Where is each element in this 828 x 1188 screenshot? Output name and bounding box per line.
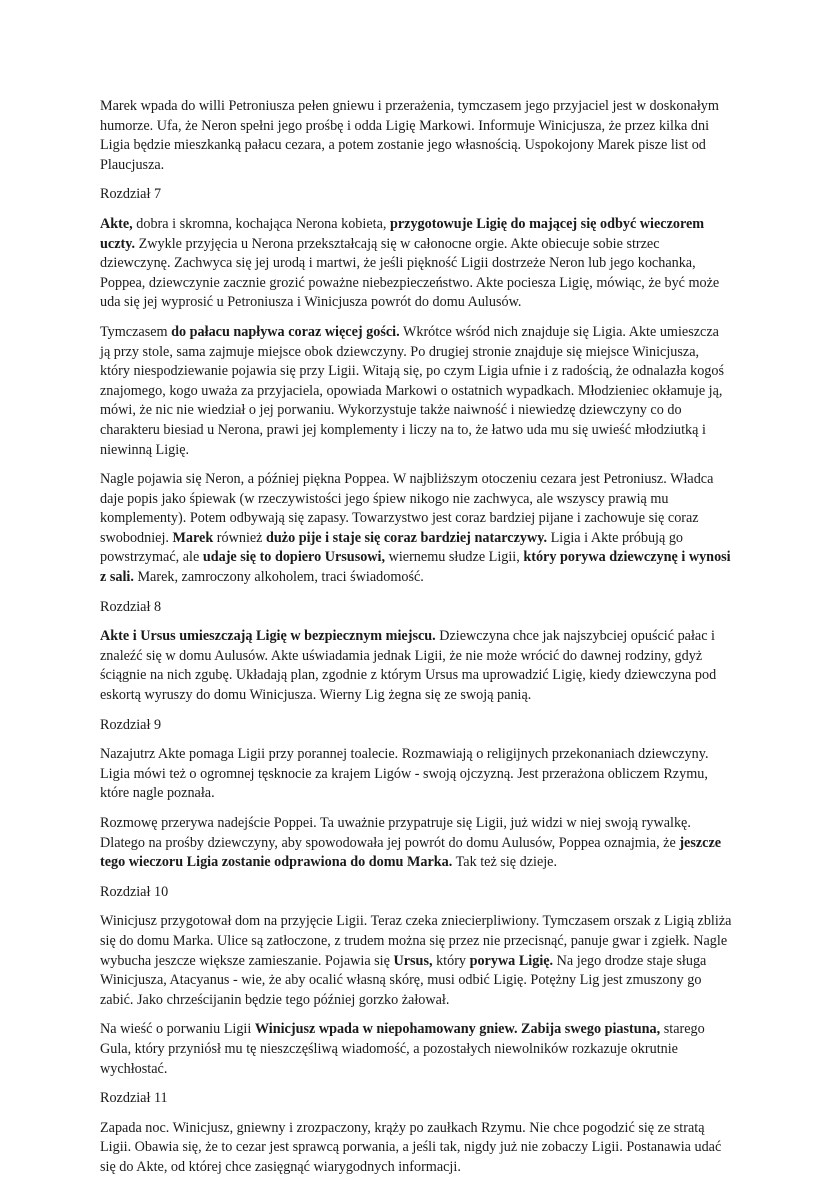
paragraph	[100, 627, 732, 705]
text-run: Rozdział 7	[100, 186, 162, 203]
bold-text: do pałacu napływa coraz więcej gości.	[171, 323, 400, 340]
chapter-heading	[100, 185, 732, 205]
text-run: Rozdział 8	[100, 598, 162, 615]
text-run: Tymczasem	[100, 323, 172, 340]
bold-text: przygotowuje Ligię do mającej się odbyć wieczorem uczty.	[100, 215, 705, 252]
text-run: Dziewczyna chce jak najszybciej opuścić pałac i znaleźć się w domu Aulusów. Akte uświadamia jednak Ligii, że nie może wrócić do dawnej rodziny, gdyż ściągnie na nich zgubę. Układają plan, zgodnie z którym Ursus ma uprowadzić Ligię, kiedy dziewczyna pod eskortą wyruszy do domu Winicjusza. Wierny Lig żegna się ze swoją panią.	[100, 628, 717, 704]
paragraph	[100, 215, 732, 313]
bold-text: Akte,	[100, 215, 133, 232]
text-run: Na wieść o porwaniu Ligii	[100, 1021, 255, 1038]
text-run: Zapada noc. Winicjusz, gniewny i zrozpaczony, krąży po zaułkach Rzymu. Nie chce pogodzić się ze stratą Ligii. Obawia się, że to cezar jest sprawcą porwania, a jeśli tak, nigdy już nie zobaczy Ligii. Postanawia udać się do Akte, od której chce zasięgnąć wiarygodnych informacji.	[100, 1119, 722, 1175]
bold-text: Akte i Ursus umieszczają Ligię w bezpiecznym miejscu.	[100, 628, 436, 645]
text-run: Tak też się dzieje.	[452, 854, 558, 871]
paragraph	[100, 912, 732, 1010]
text-run: Nagle pojawia się Neron, a później piękna Poppea. W najbliższym otoczeniu cezara jest Petroniusz. Władca daje popis jako śpiewak (w rzeczywistości jego śpiew nikogo nie zachwyca, ale wszyscy prawią mu komplementy). Potem odbywają się zapasy. Towarzystwo jest coraz bardziej pijane i zachowuje się coraz swobodniej.	[100, 471, 714, 546]
paragraph	[100, 323, 732, 460]
bold-text: Marek	[172, 529, 214, 546]
paragraph	[100, 1020, 732, 1079]
bold-text: Ursus,	[393, 952, 433, 969]
text-run: który	[432, 952, 470, 969]
text-run: Rozdział 9	[100, 716, 162, 733]
chapter-heading	[100, 883, 732, 903]
text-run: wiernemu słudze Ligii,	[385, 549, 524, 566]
text-run: Winicjusz przygotował dom na przyjęcie Ligii. Teraz czeka zniecierpliwiony. Tymczasem orszak z Ligią zbliża się do domu Marka. Ulice są zatłoczone, z trudem można się przez nie przecisnąć, panuje gwar i zgiełk. Nagle wybucha jeszcze większe zamieszanie. Pojawia się	[100, 913, 732, 969]
text-run: dobra i skromna, kochająca Nerona kobieta,	[132, 215, 390, 232]
text-run: Rozdział 11	[100, 1090, 168, 1107]
chapter-heading	[100, 1089, 732, 1109]
text-run: Ligia i Akte próbują go powstrzymać, ale	[100, 529, 684, 566]
text-run: Rozmowę przerywa nadejście Poppei. Ta uważnie przypatruje się Ligii, już widzi w niej swoją rywalkę. Dlatego na prośby dziewczyny, aby spowodowała jej powrót do domu Aulusów, Poppea oznajmia, że	[100, 815, 691, 851]
text-run: Nazajutrz Akte pomaga Ligii przy porannej toalecie. Rozmawiają o religijnych przekonaniach dziewczyny. Ligia mówi też o ogromnej tęsknocie za krajem Ligów - swoją ojczyzną. Jest przerażona obliczem Rzymu, które nagle poznała.	[100, 746, 709, 802]
bold-text: Winicjusz wpada w niepohamowany gniew. Zabija swego piastuna,	[254, 1021, 661, 1038]
text-run: Rozdział 10	[100, 883, 169, 900]
document-page	[100, 97, 732, 1188]
text-run: Zwykle przyjęcia u Nerona przekształcają się w całonocne orgie. Akte obiecuje sobie strzec dziewczynę. Zachwyca się jej urodą i martwi, że jeśli piękność Ligii dostrzeże Neron lub jego kochanka, Poppea, dziewczynie zacznie grozić poważne niebezpieczeństwo. Akte pociesza Ligię, mówiąc, że być może uda się jej wyprosić u Petroniusza i Winicjusza powrót do domu Aulusów.	[100, 235, 720, 311]
text-run: Wkrótce wśród nich znajduje się Ligia. Akte umieszcza ją przy stole, sama zajmuje miejsce obok dziewczyny. Po drugiej stronie znajduje się miejsce Winicjusza, który niespodziewanie pojawia się przy Ligii. Witają się, po czym Ligia ufnie i z radością, że odnalazła kogoś znajomego, kogo uważa za przyjaciela, opowiada Markowi o ostatnich wypadkach. Młodzieniec okłamuje ją, mówi, że nic nie wiedział o jej porwaniu. Wykorzystuje także naiwność i niewiedzę dziewczyny co do charakteru biesiad u Nerona, prawi jej komplementy i liczy na to, że łatwo uda mu się uwieść młodziutką i niewinną Ligię.	[100, 323, 724, 458]
bold-text: który porywa dziewczynę i wynosi z sali.	[100, 549, 731, 586]
paragraph	[100, 97, 732, 175]
bold-text: jeszcze tego wieczoru Ligia zostanie odprawiona do domu Marka.	[100, 834, 722, 871]
paragraph	[100, 745, 732, 804]
bold-text: dużo pije i staje się coraz bardziej natarczywy.	[266, 529, 548, 546]
bold-text: porywa Ligię.	[469, 952, 554, 969]
text-run: Na jego drodze staje sługa Winicjusza, Atacyanus - wie, że aby ocalić własną skórę, musi odbić Ligię. Potężny Lig jest zmuszony go zabić. Jako chrześcijanin będzie tego później gorzko żałował.	[100, 952, 707, 1008]
text-run: starego Gula, który przyniósł mu tę nieszczęśliwą wiadomość, a pozostałych niewolników rozkazuje okrutnie wychłostać.	[100, 1021, 705, 1077]
paragraph	[100, 814, 732, 873]
text-run: Marek wpada do willi Petroniusza pełen gniewu i przerażenia, tymczasem jego przyjaciel jest w doskonałym humorze. Ufa, że Neron spełni jego prośbę i odda Ligię Markowi. Informuje Winicjusza, że przez kilka dni Ligia będzie mieszkanką pałacu cezara, a potem zostanie jego własnością. Uspokojony Marek pisze list od Plaucjusza.	[100, 98, 719, 173]
bold-text: udaje się to dopiero Ursusowi,	[202, 549, 386, 566]
chapter-heading	[100, 716, 732, 736]
chapter-heading	[100, 598, 732, 618]
text-run: również	[213, 529, 267, 546]
paragraph	[100, 470, 732, 588]
text-run: Marek, zamroczony alkoholem, traci świadomość.	[133, 569, 424, 586]
paragraph	[100, 1119, 732, 1178]
